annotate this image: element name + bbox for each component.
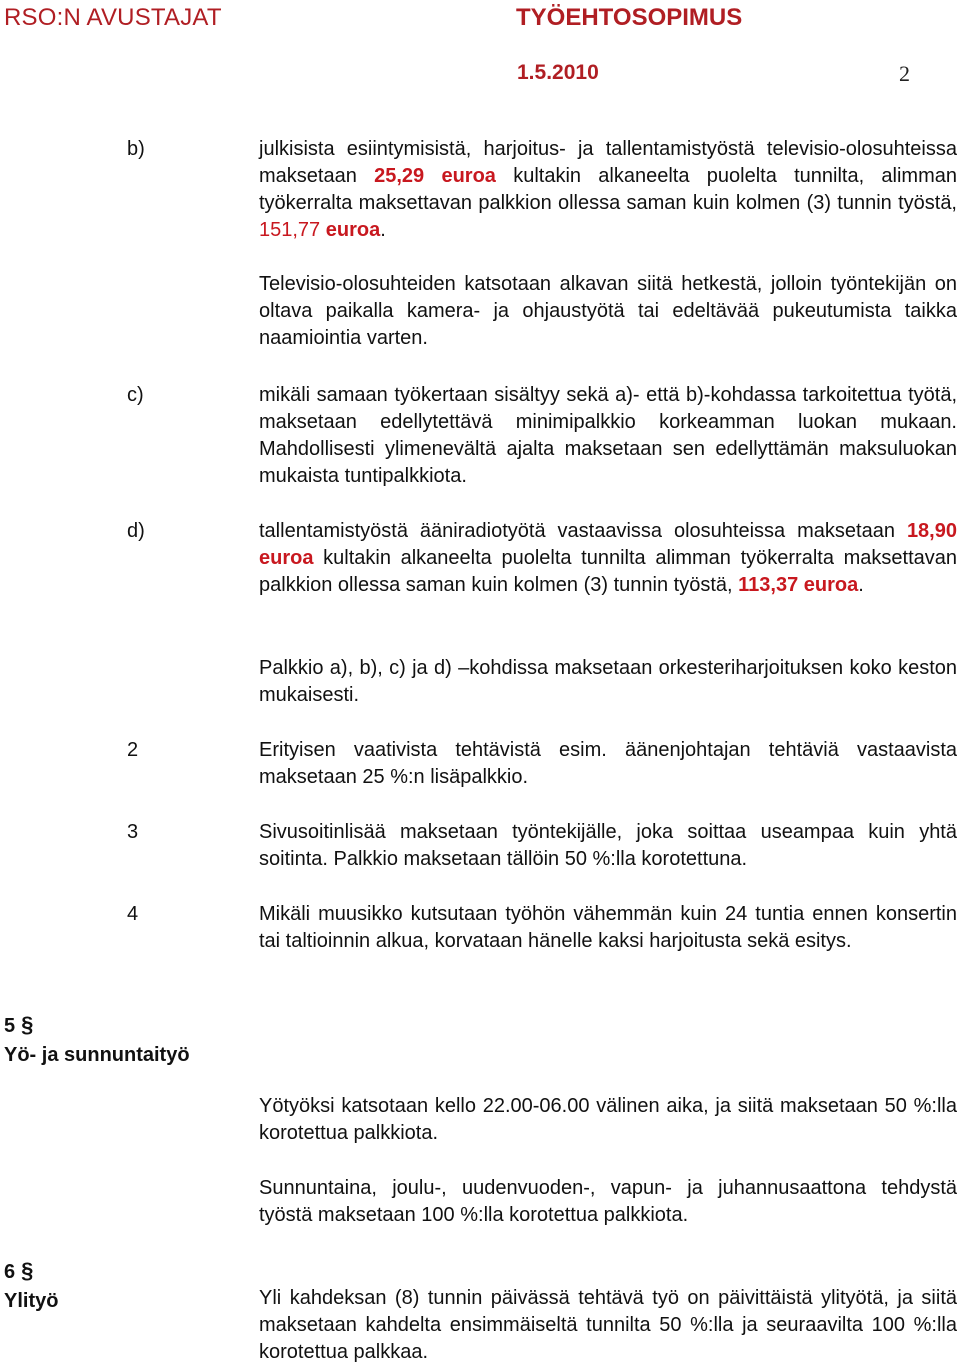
item-d-end: . [858, 574, 864, 596]
section-5-heading [4, 1010, 190, 1070]
item-b-amount-2-unit: euroa [325, 219, 381, 241]
item-d-text-b: kultakin alkaneelta puolelta tunnilta alimman työkerralta maksettavan palkkion ollessa saman kuin kolmen (3) tunnin työstä, [259, 547, 958, 596]
item-d-amount-2: 113,37 euroa [738, 574, 859, 596]
item-b-text-a: julkisista esiintymisistä, harjoitus- ja tallentamistyöstä televisio-olosuhteissa maksetaan [259, 138, 957, 187]
item-4-paragraph: Mikäli muusikko kutsutaan työhön vähemmän kuin 24 tuntia ennen konsertin tai taltioinnin alkua, korvataan hänelle kaksi harjoitusta sekä esitys. [259, 903, 957, 952]
header-left-title: RSO:N AVUSTAJAT [4, 4, 222, 31]
item-b-end: . [380, 219, 386, 241]
section-6-heading [4, 1256, 58, 1316]
item-b-text-b: kultakin alkaneelta puolelta tunnilta, alimman työkerralta maksettavan palkkion ollessa saman kuin kolmen (3) tunnin työstä, [259, 165, 957, 214]
item-d-text-a: tallentamistyöstä ääniradiotyötä vastaavissa olosuhteissa maksetaan [259, 520, 895, 542]
item-b-paragraph [259, 136, 957, 244]
item-d-label: d) [127, 520, 145, 542]
header-right-title: TYÖEHTOSOPIMUS [516, 4, 743, 31]
item-c-text-b: Mahdollisesti ylimenevältä ajalta maksetaan sen edellyttämän maksuluokan mukaista tuntipalkkiota. [259, 438, 957, 487]
section-5-paragraph-1: Yötyöksi katsotaan kello 22.00-06.00 välinen aika, ja siitä maksetaan 50 %:lla korotettua palkkiota. [259, 1095, 957, 1144]
item-c-paragraph [259, 382, 957, 490]
section-5-title: Yö- ja sunnuntaityö [4, 1044, 190, 1066]
section-symbol-icon: § [21, 1258, 34, 1283]
page-number: 2 [899, 61, 910, 86]
item-3-label: 3 [127, 821, 139, 843]
section-6-title: Ylityö [4, 1290, 59, 1312]
section-6-number: 6 [4, 1261, 16, 1283]
section-5-number: 5 [4, 1015, 16, 1037]
item-3-paragraph: Sivusoitinlisää maksetaan työntekijälle, joka soittaa useampaa kuin yhtä soitinta. Palkkio maksetaan tällöin 50 %:lla korotettuna. [259, 821, 957, 870]
section-6-paragraph-1: Yli kahdeksan (8) tunnin päivässä tehtävä työ on päivittäistä ylityötä, ja siitä maksetaan kahdelta ensimmäiseltä tunnilta 50 %:lla ja seuraavilta 100 %:lla korotettua palkkaa. [259, 1287, 957, 1363]
item-d-paragraph [259, 518, 957, 599]
header-date: 1.5.2010 [517, 61, 599, 84]
item-c-label: c) [127, 384, 144, 406]
item-4-label: 4 [127, 903, 139, 925]
item-b-amount-1: 25,29 euroa [374, 165, 496, 187]
item-2-paragraph: Erityisen vaativista tehtävistä esim. äänenjohtajan tehtäviä vastaavista maksetaan 25 %:n lisäpalkkio. [259, 739, 957, 788]
item-d-amount-1: 18,90 euroa [259, 520, 957, 569]
item-c-text-a: mikäli samaan työkertaan sisältyy sekä a)- että b)-kohdassa tarkoitettua työtä, maksetaan edellytettävä minimipalkkio korkeamman luokan mukaan. [259, 384, 957, 433]
section-symbol-icon: § [21, 1012, 34, 1037]
item-b-amount-2-number: 151,77 [259, 219, 321, 241]
section-5-paragraph-2: Sunnuntaina, joulu-, uudenvuoden-, vapun- ja juhannusaattona tehdystä työstä maksetaan 100 %:lla korotettua palkkiota. [259, 1177, 957, 1226]
item-b-label: b) [127, 138, 145, 160]
item-2-label: 2 [127, 739, 139, 761]
item-d-paragraph-2: Palkkio a), b), c) ja d) –kohdissa maksetaan orkesteriharjoituksen koko keston mukaisesti. [259, 657, 957, 706]
item-b-paragraph-2: Televisio-olosuhteiden katsotaan alkavan siitä hetkestä, jolloin työntekijän on oltava paikalla kamera- ja ohjaustyötä tai edeltävää pukeutumista taikka naamiointia varten. [259, 273, 957, 349]
